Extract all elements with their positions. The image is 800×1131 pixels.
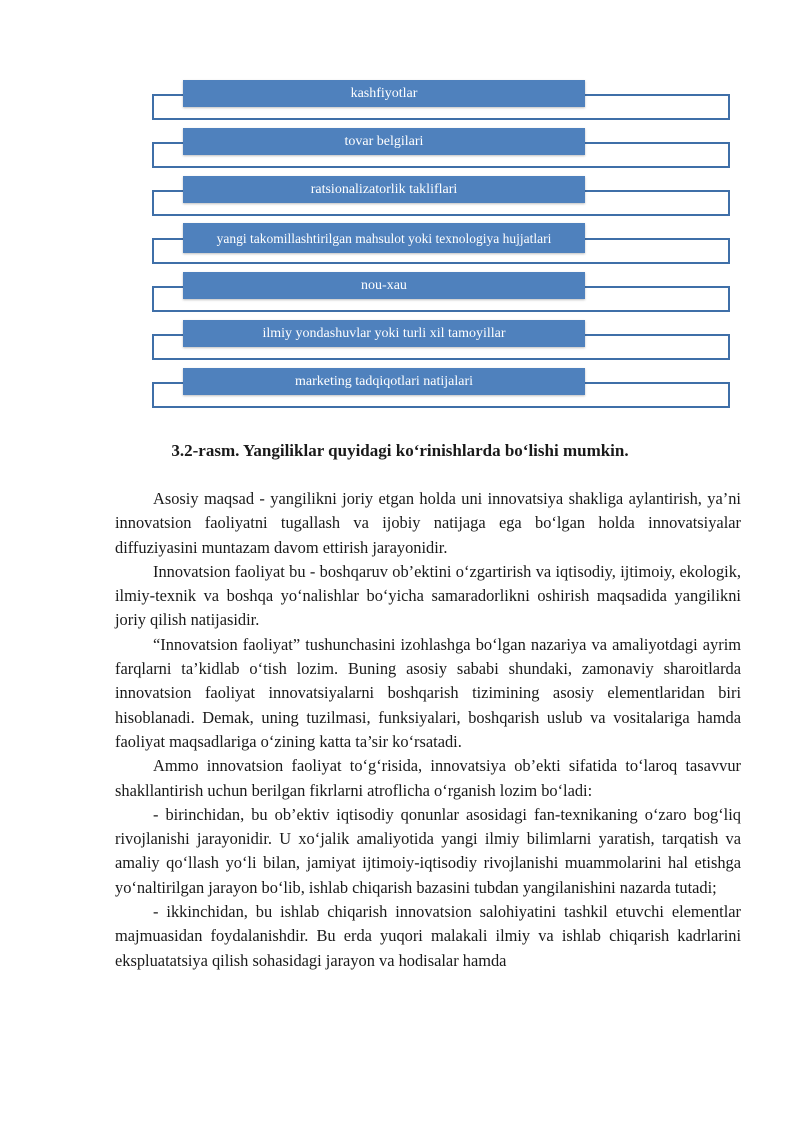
- diagram-item-nou-xau: nou-xau: [183, 272, 585, 299]
- body-text: [115, 487, 741, 973]
- figure-caption: 3.2-rasm. Yangiliklar quyidagi ko‘rinishlarda bo‘lishi mumkin.: [171, 441, 629, 460]
- diagram-item-marketing: marketing tadqiqotlari natijalari: [183, 368, 585, 395]
- diagram-item-ilmiy-yondashuvlar: ilmiy yondashuvlar yoki turli xil tamoyillar: [183, 320, 585, 347]
- paragraph: - birinchidan, bu ob’ektiv iqtisodiy qonunlar asosidagi fan-texnikaning o‘zaro bog‘liq rivojlanishi jarayonidir. U xo‘jalik amaliyotida yangi ilmiy bilimlarni yaratish, tarqatish va amaliy qo‘llash yo‘li bilan, jamiyat ijtimoiy-iqtisodiy rivojlanishi muammolarini hal etishga yo‘naltirilgan jarayon bo‘lib, ishlab chiqarish bazasini tubdan yangilanishini nazarda tutadi;: [115, 804, 741, 897]
- diagram-item-ratsionalizatorlik: ratsionalizatorlik takliflari: [183, 176, 585, 203]
- diagram-item-tovar-belgilari: tovar belgilari: [183, 128, 585, 155]
- diagram-item-yangi-mahsulot: yangi takomillashtirilgan mahsulot yoki texnologiya hujjatlari: [183, 223, 585, 253]
- paragraph: “Innovatsion faoliyat” tushunchasini izohlashga bo‘lgan nazariya va amaliyotdagi ayrim farqlarni ta’kidlab o‘tish lozim. Buning asosiy sababi shundaki, zamonaviy sharoitlarda innovatsion faoliyat innovatsiyalarni boshqarish tizimining asosiy elementlaridan biri hisoblanadi. Demak, uning tuzilmasi, funksiyalari, boshqarish uslub va vositalariga hamda faoliyat maqsadlariga o‘zining katta ta’sir ko‘rsatadi.: [115, 634, 741, 751]
- paragraph: Asosiy maqsad - yangilikni joriy etgan holda uni innovatsiya shakliga aylantirish, ya’ni innovatsion faoliyatni tugallash va ijobiy natijaga ega bo‘lgan holda innovatsiyalar diffuziyasini muntazam davom ettirish jarayonidir.: [115, 489, 741, 557]
- paragraph: Ammo innovatsion faoliyat to‘g‘risida, innovatsiya ob’ekti sifatida to‘laroq tasavvur shakllantirish uchun berilgan fikrlarni atroflicha o‘rganish lozim bo‘ladi:: [115, 756, 741, 800]
- paragraph: - ikkinchidan, bu ishlab chiqarish innovatsion salohiyatini tashkil etuvchi elementlar majmuasidan foydalanishdir. Bu erda yuqori malakali ilmiy va ishlab chiqarish kadrlarini ekspluatatsiya qilish sohasidagi jarayon va hodisalar hamda: [115, 902, 741, 970]
- innovation-forms-diagram: [0, 0, 800, 420]
- diagram-item-kashfiyotlar: kashfiyotlar: [183, 80, 585, 107]
- paragraph: Innovatsion faoliyat bu - boshqaruv ob’ektini o‘zgartirish va iqtisodiy, ijtimoiy, ekologik, ilmiy-texnik va boshqa yo‘nalishlar bo‘yicha samaradorlikni oshirish maqsadida yangilikni joriy qilish natijasidir.: [115, 561, 741, 630]
